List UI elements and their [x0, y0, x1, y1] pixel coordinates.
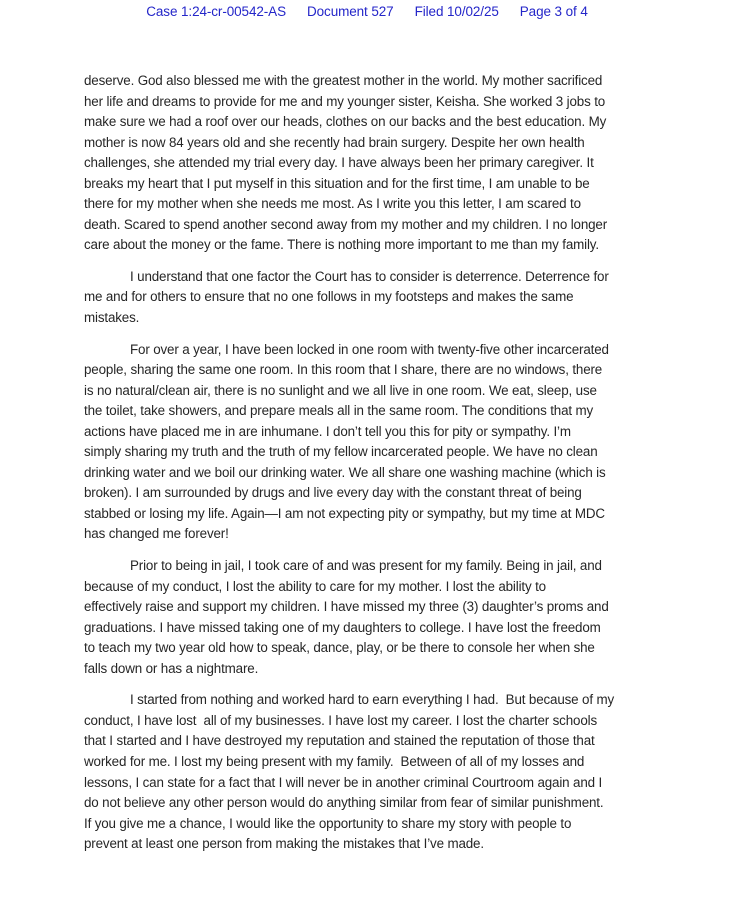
- text-line: actions have placed me in are inhumane. I don’t tell you this for pity or sympathy. I’m: [84, 423, 571, 439]
- text-line: is no natural/clean air, there is no sunlight and we all live in one room. We eat, sleep, use: [84, 382, 597, 398]
- text-line: simply sharing my truth and the truth of my fellow incarcerated people. We have no clean: [84, 444, 598, 460]
- text-line: deserve. God also blessed me with the greatest mother in the world. My mother sacrificed: [84, 73, 603, 88]
- pacer-header-stamp: [0, 4, 734, 19]
- case-number: Case 1:24-cr-00542-AS: [146, 4, 286, 19]
- page-number: Page 3 of 4: [519, 4, 588, 19]
- text-line: falls down or has a nightmare.: [84, 660, 259, 676]
- text-line: effectively raise and support my children. I have missed my three (3) daughter’s proms and: [84, 599, 609, 615]
- text-line: broken). I am surrounded by drugs and live every day with the constant threat of being: [84, 485, 582, 501]
- text-line: to teach my two year old how to speak, dance, play, or be there to console her when she: [84, 640, 595, 656]
- text-line: there for my mother when she needs me most. As I write you this letter, I am scared to: [84, 196, 581, 212]
- text-line: lessons, I can state for a fact that I will never be in another criminal Courtroom again and I: [84, 774, 603, 790]
- text-line: that I started and I have destroyed my reputation and stained the reputation of those that: [84, 733, 595, 749]
- text-line: Prior to being in jail, I took care of and was present for my family. Being in jail, and: [130, 558, 602, 574]
- document-number: Document 527: [306, 4, 394, 19]
- text-line: me and for others to ensure that no one follows in my footsteps and makes the same: [84, 289, 574, 305]
- text-line: I started from nothing and worked hard to earn everything I had. But because of my: [130, 692, 615, 708]
- text-line: graduations. I have missed taking one of my daughters to college. I have lost the freedom: [84, 619, 601, 635]
- letter-body: [84, 71, 684, 866]
- letter-paragraph: [84, 556, 684, 679]
- text-line: death. Scared to spend another second away from my mother and my children. I no longer: [84, 216, 608, 232]
- text-line: challenges, she attended my trial every day. I have always been her primary caregiver. It: [84, 155, 594, 171]
- text-line: because of my conduct, I lost the ability to care for my mother. I lost the ability to: [84, 578, 546, 594]
- text-line: mistakes.: [84, 310, 140, 326]
- text-line: has changed me forever!: [84, 526, 229, 542]
- text-line: her life and dreams to provide for me and my younger sister, Keisha. She worked 3 jobs to: [84, 93, 606, 109]
- text-line: drinking water and we boil our drinking water. We all share one washing machine (which is: [84, 464, 606, 480]
- letter-paragraph: [84, 690, 684, 854]
- text-line: mother is now 84 years old and she recently had brain surgery. Despite her own health: [84, 134, 585, 150]
- text-line: make sure we had a roof over our heads, clothes on our backs and the best education. My: [84, 114, 607, 130]
- text-line: care about the money or the fame. There is nothing more important to me than my family.: [84, 237, 599, 253]
- text-line: do not believe any other person would do anything similar from fear of similar punishment.: [84, 795, 604, 811]
- filed-date: Filed 10/02/25: [414, 4, 499, 19]
- text-line: conduct, I have lost all of my businesses. I have lost my career. I lost the charter schools: [84, 712, 597, 728]
- letter-paragraph: [84, 267, 684, 329]
- text-line: breaks my heart that I put myself in this situation and for the first time, I am unable to be: [84, 175, 590, 191]
- letter-paragraph: [84, 340, 684, 545]
- text-line: prevent at least one person from making the mistakes that I’ve made.: [84, 836, 484, 852]
- text-line: stabbed or losing my life. Again—I am not expecting pity or sympathy, but my time at MDC: [84, 505, 605, 521]
- text-line: For over a year, I have been locked in one room with twenty-five other incarcerated: [130, 341, 609, 357]
- text-line: people, sharing the same one room. In this room that I share, there are no windows, there: [84, 362, 603, 378]
- text-line: I understand that one factor the Court has to consider is deterrence. Deterrence for: [130, 268, 609, 284]
- text-line: If you give me a chance, I would like the opportunity to share my story with people to: [84, 815, 572, 831]
- text-line: the toilet, take showers, and prepare meals all in the same room. The conditions that my: [84, 403, 594, 419]
- text-line: worked for me. I lost my being present with my family. Between of all of my losses and: [84, 753, 585, 769]
- letter-paragraph: [84, 71, 684, 256]
